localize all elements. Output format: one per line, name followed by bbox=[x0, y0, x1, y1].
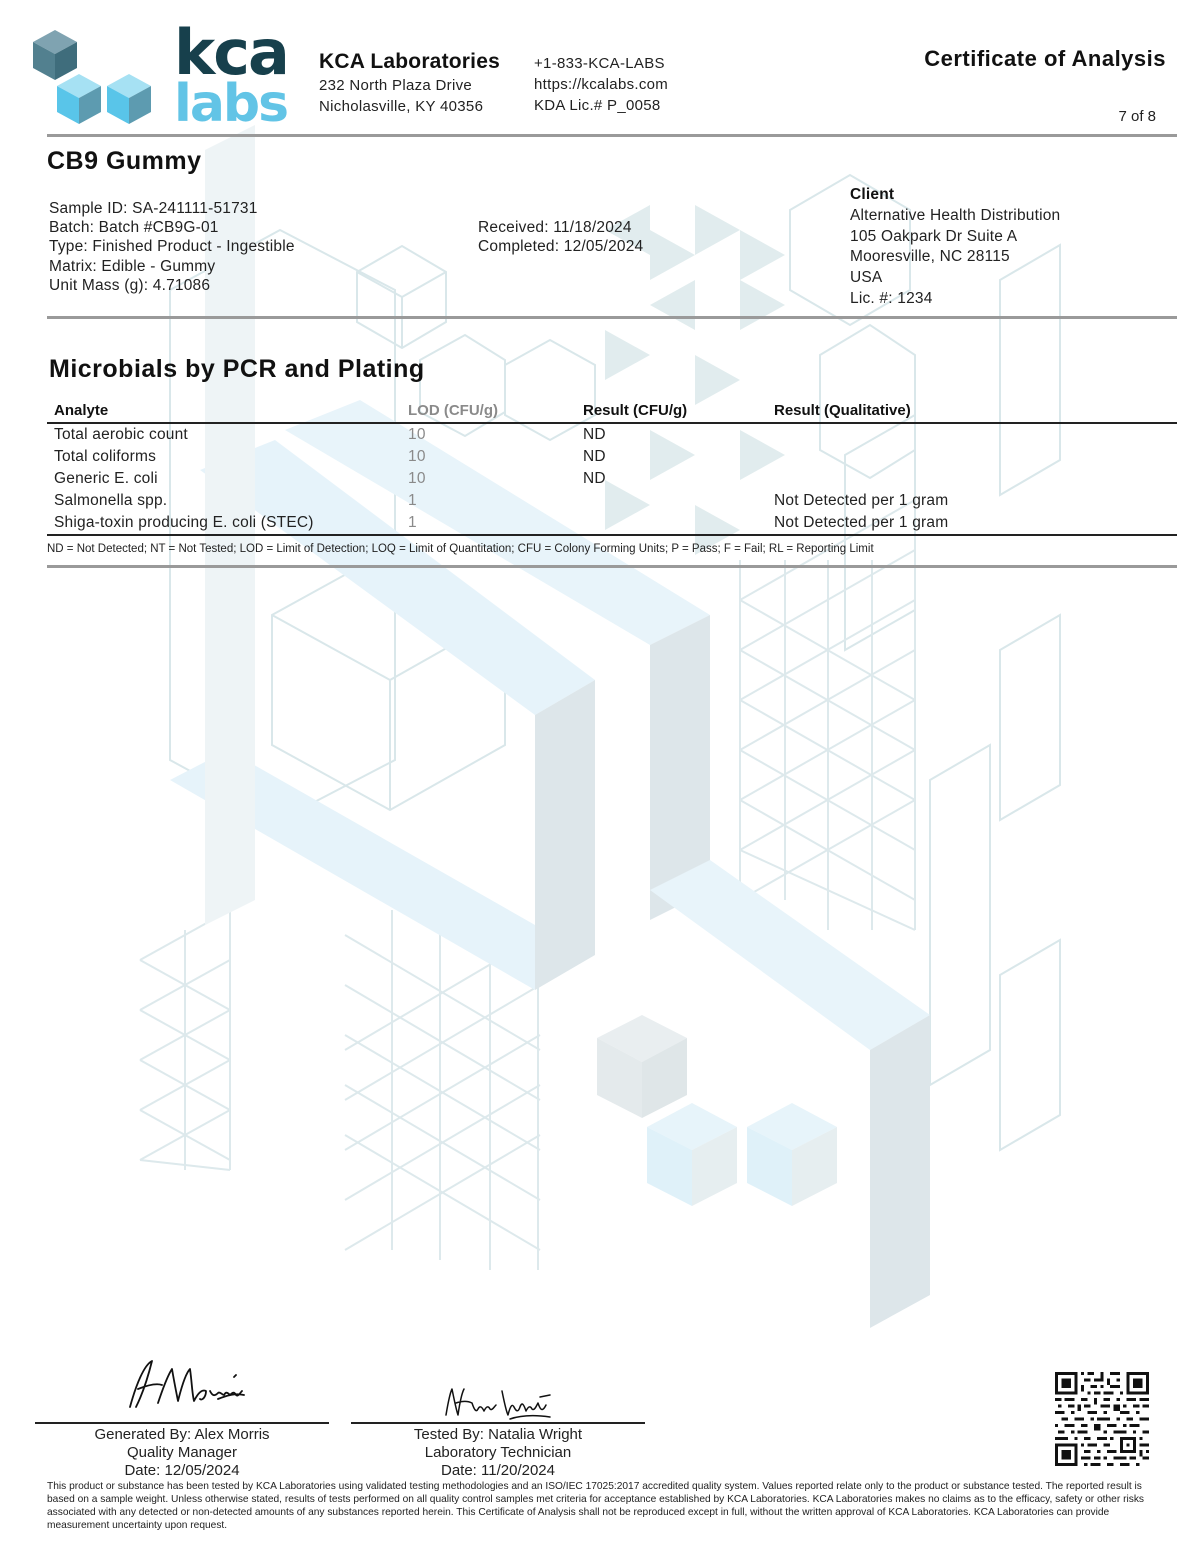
qr-code-icon[interactable] bbox=[1055, 1372, 1149, 1466]
received-date: Received: 11/18/2024 bbox=[478, 219, 632, 236]
tested-by-name: Tested By: Natalia Wright bbox=[413, 1426, 583, 1443]
client-city: Mooresville, NC 28115 bbox=[850, 248, 1010, 266]
analyte-cell: Salmonella spp. bbox=[54, 492, 168, 509]
lab-name: KCA Laboratories bbox=[319, 50, 500, 73]
lod-cell: 10 bbox=[408, 470, 426, 487]
generated-by-title: Quality Manager bbox=[126, 1444, 238, 1461]
tested-by-date: Date: 11/20/2024 bbox=[441, 1462, 555, 1479]
column-header-analyte: Analyte bbox=[54, 402, 109, 419]
client-country: USA bbox=[850, 269, 883, 287]
analyte-cell: Generic E. coli bbox=[54, 470, 158, 487]
client-name: Alternative Health Distribution bbox=[850, 206, 1061, 224]
client-street: 105 Oakpark Dr Suite A bbox=[850, 227, 1018, 245]
column-header-result: Result (CFU/g) bbox=[583, 402, 688, 419]
generated-by-name: Generated By: Alex Morris bbox=[94, 1426, 270, 1443]
sample-type: Type: Finished Product - Ingestible bbox=[49, 238, 295, 256]
analyte-cell: Shiga-toxin producing E. coli (STEC) bbox=[54, 514, 314, 531]
sample-batch: Batch: Batch #CB9G-01 bbox=[49, 219, 219, 237]
lab-website: https://kcalabs.com bbox=[534, 76, 669, 93]
sample-unit-mass: Unit Mass (g): 4.71086 bbox=[49, 276, 211, 294]
analyte-cell: Total aerobic count bbox=[54, 426, 188, 443]
generated-by-date: Date: 12/05/2024 bbox=[124, 1462, 240, 1479]
logo-cubes-icon bbox=[30, 28, 155, 128]
result-cell: ND bbox=[583, 470, 606, 487]
section-title: Microbials by PCR and Plating bbox=[49, 355, 425, 383]
result-cell: ND bbox=[583, 448, 606, 465]
lab-address-line-2: Nicholasville, KY 40356 bbox=[319, 98, 484, 115]
lod-cell: 10 bbox=[408, 426, 426, 443]
result-cell: ND bbox=[583, 426, 606, 443]
analyte-cell: Total coliforms bbox=[54, 448, 157, 465]
logo-wordmark-kca: kca bbox=[174, 16, 288, 89]
product-name: CB9 Gummy bbox=[47, 147, 202, 175]
signature-wright-image bbox=[440, 1385, 555, 1421]
signature-morris-image bbox=[122, 1355, 247, 1415]
table-bottom-rule bbox=[47, 534, 1177, 536]
table-header-rule bbox=[47, 422, 1177, 424]
lab-address-line-1: 232 North Plaza Drive bbox=[319, 77, 473, 94]
sample-id: Sample ID: SA-241111-51731 bbox=[49, 200, 258, 217]
lod-cell: 1 bbox=[408, 492, 417, 509]
client-license: Lic. #: 1234 bbox=[850, 289, 933, 307]
header-divider bbox=[47, 134, 1177, 137]
client-block bbox=[850, 185, 1060, 310]
client-heading: Client bbox=[850, 186, 895, 203]
signature-line-tested bbox=[351, 1422, 645, 1424]
qualitative-cell: Not Detected per 1 gram bbox=[774, 514, 949, 531]
sample-dates bbox=[478, 218, 643, 256]
qualitative-cell: Not Detected per 1 gram bbox=[774, 492, 949, 509]
lod-cell: 10 bbox=[408, 448, 426, 465]
abbreviation-legend: ND = Not Detected; NT = Not Tested; LOD = Limit of Detection; LOQ = Limit of Quantitation; CFU = Colony Forming Units; P = Pass; F = Fail; RL = Reporting Limit bbox=[47, 543, 874, 555]
tested-by-block bbox=[351, 1426, 645, 1480]
lab-license: KDA Lic.# P_0058 bbox=[534, 97, 661, 114]
signature-line-generated bbox=[35, 1422, 329, 1424]
logo-wordmark-labs: labs bbox=[174, 74, 288, 134]
section-divider bbox=[47, 565, 1177, 568]
tested-by-title: Laboratory Technician bbox=[424, 1444, 572, 1461]
column-header-lod: LOD (CFU/g) bbox=[408, 402, 498, 419]
disclaimer-text: This product or substance has been tested by KCA Laboratories using validated testing methodologies and an ISO/IEC 17025:2017 accredited quality system. Values reported relate only to the product or substance tested. The reported result is based on a sample weight. Unless otherwise stated, results of tests performed on all quality control samples met criteria for acceptance established by KCA Laboratories. KCA Laboratories makes no claims as to the efficacy, safety or other risks associated with any detected or non-detected amounts of any substances reported herein. This Certificate of Analysis shall not be reproduced except in full, without the written approval of KCA Laboratories. KCA Laboratories can provide measurement uncertainty upon request. bbox=[47, 1481, 1145, 1531]
info-divider bbox=[47, 316, 1177, 319]
column-header-qualitative: Result (Qualitative) bbox=[774, 402, 911, 419]
lod-cell: 1 bbox=[408, 514, 417, 531]
generated-by-block bbox=[35, 1426, 329, 1480]
sample-matrix: Matrix: Edible - Gummy bbox=[49, 257, 216, 275]
sample-details bbox=[49, 199, 295, 295]
lab-phone: +1-833-KCA-LABS bbox=[534, 55, 665, 72]
document-title: Certificate of Analysis bbox=[924, 46, 1166, 71]
completed-date: Completed: 12/05/2024 bbox=[478, 238, 644, 256]
page-number: 7 of 8 bbox=[1118, 108, 1156, 125]
